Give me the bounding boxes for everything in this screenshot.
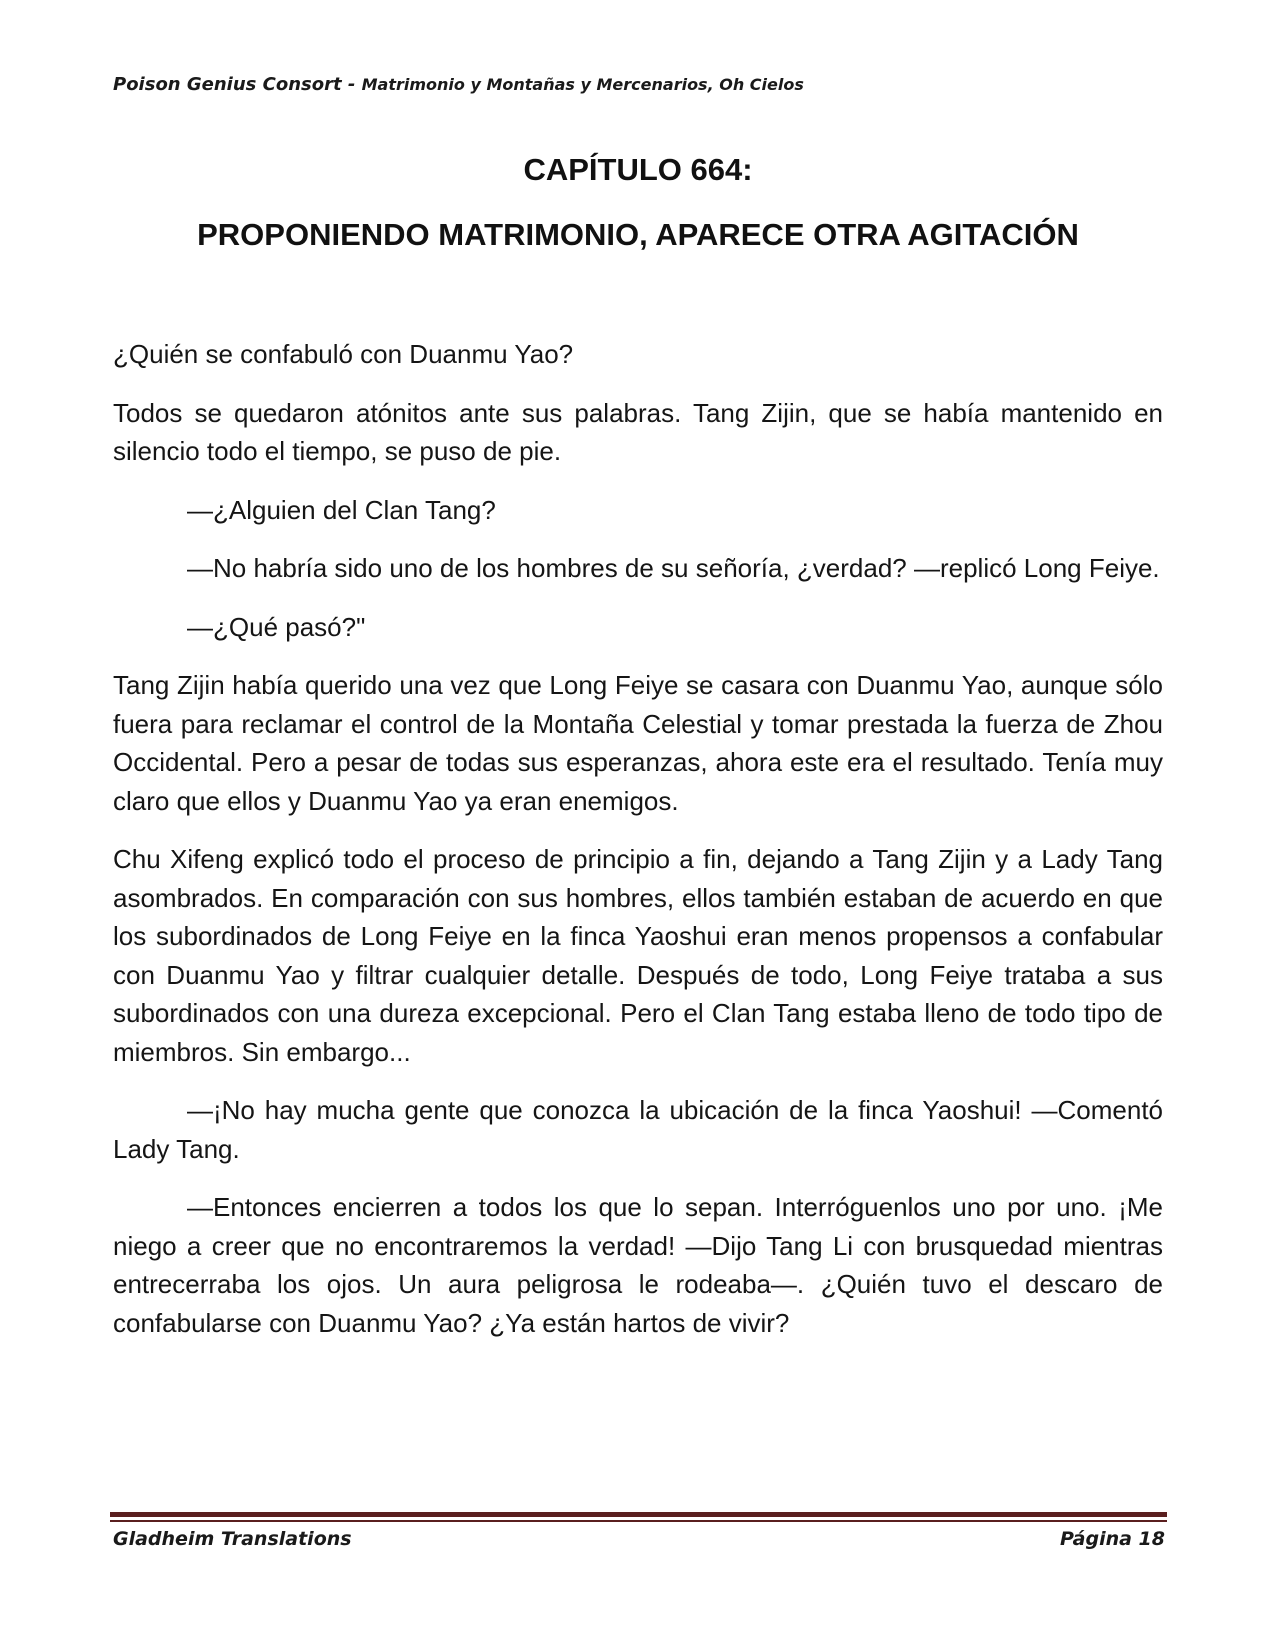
running-footer — [113, 1528, 1165, 1550]
footer-divider-thin — [110, 1520, 1167, 1522]
paragraph: Chu Xifeng explicó todo el proceso de principio a fin, dejando a Tang Zijin y a Lady Tang asombrados. En comparación con sus hombres, ellos también estaban de acuerdo en que los subordinados de Long Feiye en la finca Yaoshui eran menos propensos a confabular con Duanmu Yao y filtrar cualquier detalle. Después de todo, Long Feiye trataba a sus subordinados con una dureza excepcional. Pero el Clan Tang estaba lleno de todo tipo de miembros. Sin embargo... — [113, 844, 1163, 1067]
paragraph: Tang Zijin había querido una vez que Long Feiye se casara con Duanmu Yao, aunque sólo fuera para reclamar el control de la Montaña Celestial y tomar prestada la fuerza de Zhou Occidental. Pero a pesar de todas sus esperanzas, ahora este era el resultado. Tenía muy claro que ellos y Duanmu Yao ya eran enemigos. — [113, 670, 1163, 816]
chapter-number: CAPÍTULO 664: — [523, 152, 753, 187]
dialogue-paragraph: —Entonces encierren a todos los que lo sepan. Interróguenlos uno por uno. ¡Me niego a creer que no encontraremos la verdad! —Dijo Tang Li con brusquedad mientras entrecerraba los ojos. Un aura peligrosa le rodeaba—. ¿Quién tuvo el descaro de confabularse con Duanmu Yao? ¿Ya están hartos de vivir? — [113, 1192, 1163, 1338]
header-book-title: Poison Genius Consort — [113, 74, 342, 95]
chapter-title: PROPONIENDO MATRIMONIO, APARECE OTRA AGITACIÓN — [197, 217, 1079, 252]
dialogue-paragraph: —No habría sido uno de los hombres de su señoría, ¿verdad? —replicó Long Feiye. — [187, 553, 1160, 583]
paragraph: Todos se quedaron atónitos ante sus palabras. Tang Zijin, que se había mantenido en silencio todo el tiempo, se puso de pie. — [113, 397, 1163, 466]
running-header — [113, 74, 804, 95]
footer-publisher: Gladheim Translations — [113, 1528, 352, 1550]
dialogue-paragraph: —¿Alguien del Clan Tang? — [187, 494, 496, 525]
footer-divider — [110, 1512, 1167, 1517]
dialogue-paragraph: —¡No hay mucha gente que conozca la ubicación de la finca Yaoshui! —Comentó Lady Tang. — [113, 1095, 1163, 1164]
header-separator: - — [341, 74, 362, 95]
footer-page-number: Página 18 — [1059, 1528, 1165, 1550]
chapter-title-block — [113, 150, 1163, 255]
dialogue-paragraph: —¿Qué pasó?" — [187, 611, 366, 642]
chapter-body — [113, 335, 1163, 1362]
header-subtitle: Matrimonio y Montañas y Mercenarios, Oh Cielos — [361, 75, 804, 94]
paragraph: ¿Quién se confabuló con Duanmu Yao? — [113, 339, 574, 369]
